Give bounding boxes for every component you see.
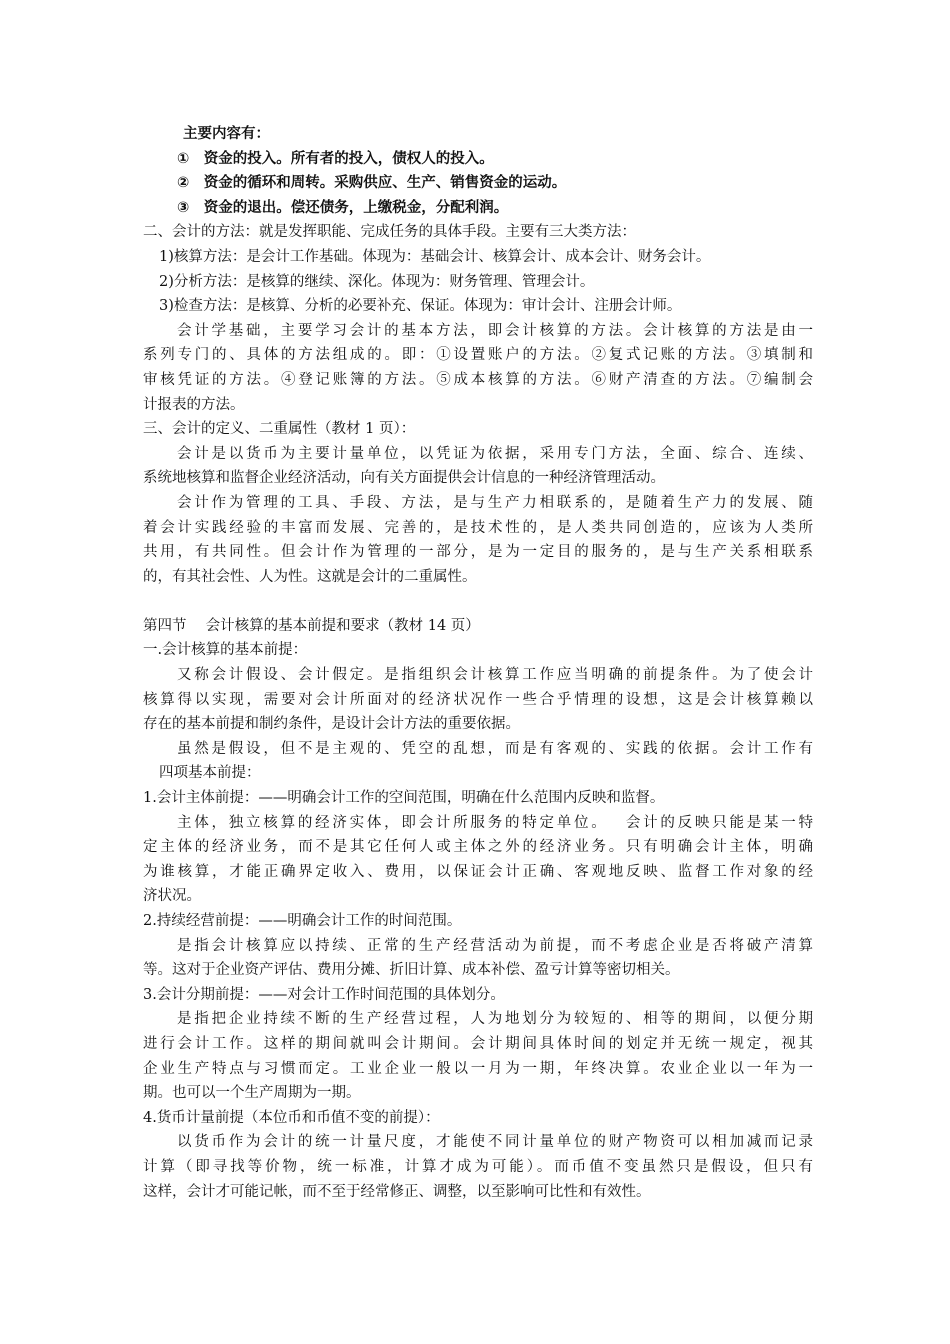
text-line: 四项基本前提： bbox=[159, 765, 261, 782]
text-line: 1)核算方法：是会计工作基础。体现为：基础会计、核算会计、成本会计、财务会计。 bbox=[159, 248, 711, 265]
text-line: 会计学基础，主要学习会计的基本方法，即会计核算的方法。会计核算的方法是由一 bbox=[177, 322, 813, 339]
text-line: 着会计实践经验的丰富而发展、完善的，是技术性的，是人类共同创造的，应该为人类所 bbox=[143, 519, 813, 536]
text-line: 审核凭证的方法。④登记账簿的方法。⑤成本核算的方法。⑥财产清查的方法。⑦编制会 bbox=[143, 371, 813, 388]
text-line: 会计是以货币为主要计量单位，以凭证为依据，采用专门方法，全面、综合、连续、 bbox=[177, 445, 813, 462]
text-line: 三、会计的定义、二重属性（教材 1 页）： bbox=[143, 421, 416, 438]
text-line: 2)分析方法：是核算的继续、深化。体现为：财务管理、管理会计。 bbox=[159, 273, 595, 290]
text-line: 系列专门的、具体的方法组成的。即：①设置账户的方法。②复式记账的方法。③填制和 bbox=[143, 347, 813, 364]
document-body bbox=[143, 122, 813, 1204]
text-line: 会计作为管理的工具、手段、方法，是与生产力相联系的，是随着生产力的发展、随 bbox=[177, 494, 813, 511]
text-line: 主要内容有： bbox=[183, 126, 270, 142]
text-line: 虽然是假设，但不是主观的、凭空的乱想，而是有客观的、实践的依据。会计工作有 bbox=[177, 740, 813, 757]
text-line: 济状况。 bbox=[143, 888, 201, 905]
text-line: 一.会计核算的基本前提： bbox=[143, 642, 308, 659]
text-line: 又称会计假设、会计假定。是指组织会计核算工作应当明确的前提条件。为了使会计 bbox=[177, 667, 813, 684]
text-line: 二、会计的方法：就是发挥职能、完成任务的具体手段。主要有三大类方法： bbox=[143, 224, 636, 241]
text-line: 系统地核算和监督企业经济活动，向有关方面提供会计信息的一种经济管理活动。 bbox=[143, 470, 665, 487]
text-line: 为谁核算，才能正确界定收入、费用，以保证会计正确、客观地反映、监督工作对象的经 bbox=[143, 863, 813, 880]
text-line: 存在的基本前提和制约条件，是设计会计方法的重要依据。 bbox=[143, 716, 520, 733]
text-line: ② 资金的循环和周转。采购供应、生产、销售资金的运动。 bbox=[177, 175, 567, 192]
text-line: 3.会计分期前提：——对会计工作时间范围的具体划分。 bbox=[143, 986, 505, 1003]
text-line: 计算（即寻找等价物，统一标准，计算才成为可能）。而币值不变虽然只是假设，但只有 bbox=[143, 1158, 813, 1175]
text-line: 1.会计主体前提：——明确会计工作的空间范围，明确在什么范围内反映和监督。 bbox=[143, 790, 665, 807]
text-line: ③ 资金的退出。偿还债务，上缴税金，分配利润。 bbox=[177, 199, 509, 216]
text-line: 定主体的经济业务，而不是其它任何人或主体之外的经济业务。只有明确会计主体，明确 bbox=[143, 839, 813, 856]
text-line: 进行会计工作。这样的期间就叫会计期间。会计期间具体时间的划定并无统一规定，视其 bbox=[143, 1035, 813, 1052]
text-line: 这样，会计才可能记帐，而不至于经常修正、调整，以至影响可比性和有效性。 bbox=[143, 1183, 651, 1200]
text-line: 第四节 会计核算的基本前提和要求（教材 14 页） bbox=[143, 617, 480, 634]
text-line: 主体，独立核算的经济实体，即会计所服务的特定单位。 会计的反映只能是某一特 bbox=[177, 814, 813, 831]
text-line: 是指会计核算应以持续、正常的生产经营活动为前提，而不考虑企业是否将破产清算 bbox=[177, 937, 813, 954]
text-line: 以货币作为会计的统一计量尺度，才能使不同计量单位的财产物资可以相加减而记录 bbox=[177, 1134, 813, 1151]
text-line: ① 资金的投入。所有者的投入，债权人的投入。 bbox=[177, 150, 494, 167]
text-line: 计报表的方法。 bbox=[143, 396, 245, 413]
text-line: 是指把企业持续不断的生产经营过程，人为地划分为较短的、相等的期间，以便分期 bbox=[177, 1011, 813, 1028]
blank-line bbox=[143, 589, 813, 614]
text-line: 3)检查方法：是核算、分析的必要补充、保证。体现为：审计会计、注册会计师。 bbox=[159, 298, 682, 315]
text-line: 期。也可以一个生产周期为一期。 bbox=[143, 1085, 361, 1102]
text-line: 2.持续经营前提：——明确会计工作的时间范围。 bbox=[143, 913, 462, 929]
text-line: 核算得以实现，需要对会计所面对的经济状况作一些合乎情理的设想，这是会计核算赖以 bbox=[143, 691, 813, 708]
text-line: 共用，有共同性。但会计作为管理的一部分，是为一定目的服务的，是与生产关系相联系 bbox=[143, 544, 813, 561]
text-line: 企业生产特点与习惯而定。工业企业一般以一月为一期，年终决算。农业企业以一年为一 bbox=[143, 1060, 813, 1077]
text-line: 的，有其社会性、人为性。这就是会计的二重属性。 bbox=[143, 568, 477, 585]
text-line: 4.货币计量前提（本位币和币值不变的前提）： bbox=[143, 1109, 440, 1126]
text-line: 等。这对于企业资产评估、费用分摊、折旧计算、成本补偿、盈亏计算等密切相关。 bbox=[143, 962, 680, 979]
